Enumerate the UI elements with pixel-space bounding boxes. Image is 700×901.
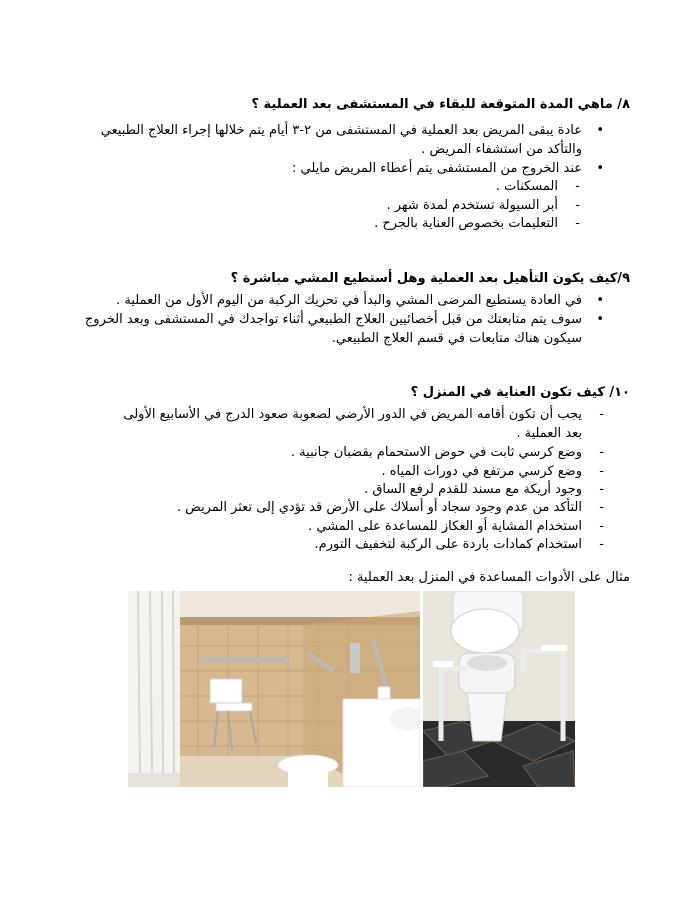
section-9-title: ٩/كيف يكون التأهيل بعد العملية وهل أستطيع المشي مباشرة ؟ [230, 271, 630, 286]
section-8-bullet-1-continued: والتأكد من استشفاء المريض . [421, 142, 582, 157]
example-caption: مثال على الأدوات المساعدة في المنزل بعد العملية : [348, 570, 630, 585]
section-8-bullet-2: • عند الخروج من المستشفى يتم أعطاء المريض مايلي : [292, 160, 582, 178]
section-10-item-4: - وجود أريكة مع مسند للقدم لرفع الساق . [364, 481, 582, 499]
section-10-item-7: - استخدام كمادات باردة على الركبة لتخفيف التورم. [315, 536, 582, 554]
section-9-bullet-2-continued: سيكون هناك متابعات في قسم العلاج الطبيعي. [331, 331, 582, 346]
section-10-item-1-continued: بعد العملية . [516, 426, 582, 441]
section-10-title: ١٠/ كيف تكون العناية في المنزل ؟ [410, 385, 630, 400]
assistive-devices-photos [128, 591, 575, 787]
section-8-item-1: - المسكنات . [496, 178, 558, 196]
section-8-item-2: - أبر السيولة تستخدم لمدة شهر . [386, 197, 558, 215]
section-10-item-1: - يجب أن تكون أقامه المريض في الدور الأرضي لصعوبة صعود الدرج في الأسابيع الأولى [123, 406, 582, 424]
section-8-title: ٨/ ماهي المدة المتوقعة للبقاء في المستشفى بعد العملية ؟ [251, 97, 630, 112]
section-8-bullet-1: • عادة يبقى المريض بعد العملية في المستشفى من ٢-٣ أيام يتم خلالها إجراء العلاج الطبيعي [101, 122, 582, 140]
section-9-bullet-1: • في العادة يستطيع المرضى المشي والبدأ في تحريك الركبة من اليوم الأول من العملية . [116, 292, 582, 310]
section-10-item-3: - وضع كرسي مرتفع في دورات المياه . [381, 463, 582, 481]
section-10-item-5: - التأكد من عدم وجود سجاد أو أسلاك على الأرض قد تؤدي إلى تعثر المريض . [177, 499, 582, 517]
raised-toilet-seat-frame-photo-icon [423, 591, 575, 787]
section-8-item-3: - التعليمات بخصوص العناية بالجرح . [374, 215, 558, 233]
section-10-item-6: - استخدام المشاية أو العكاز للمساعدة على المشي . [308, 518, 582, 536]
section-10-item-2: - وضع كرسي ثابت في حوض الاستحمام بقضبان جانبية . [291, 444, 582, 462]
section-9-bullet-2: • سوف يتم متابعتك من قبل أخصائيين العلاج الطبيعي أثناء تواجدك في المستشفى وبعد الخروج [85, 311, 582, 329]
bathroom-shower-chair-photo-icon [128, 591, 420, 787]
